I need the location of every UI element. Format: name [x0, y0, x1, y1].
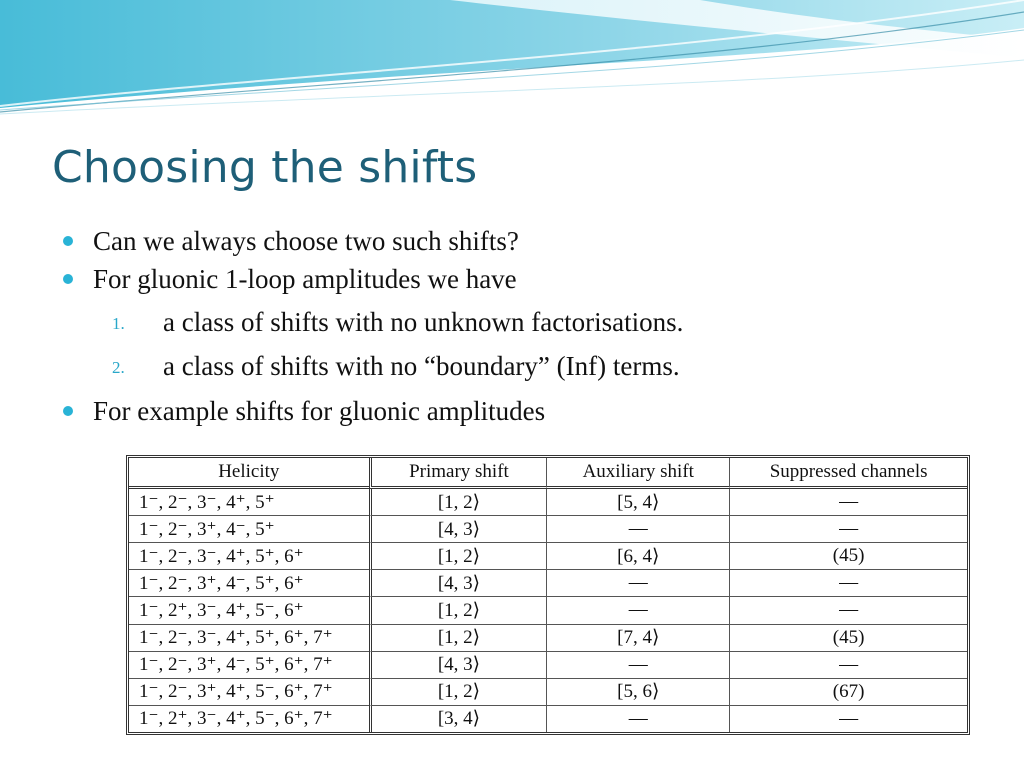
cell-primary-shift: [4, 3⟩	[369, 570, 547, 597]
numbered-item	[62, 300, 982, 344]
cell-auxiliary-shift: [6, 4⟩	[546, 543, 729, 570]
cell-helicity: 1⁻, 2⁻, 3⁻, 4⁺, 5⁺, 6⁺	[129, 543, 369, 570]
cell-primary-shift: [1, 2⟩	[369, 597, 547, 624]
cell-helicity: 1⁻, 2⁻, 3⁺, 4⁻, 5⁺	[129, 516, 369, 543]
header-helicity: Helicity	[129, 458, 369, 489]
table-row	[129, 570, 967, 597]
cell-suppressed-channels: —	[729, 597, 967, 624]
cell-auxiliary-shift: —	[546, 516, 729, 543]
cell-helicity: 1⁻, 2⁻, 3⁺, 4⁺, 5⁻, 6⁺, 7⁺	[129, 679, 369, 706]
cell-auxiliary-shift: —	[546, 597, 729, 624]
table-row	[129, 489, 967, 516]
bullet-text: For gluonic 1-loop amplitudes we have	[93, 264, 517, 294]
cell-primary-shift: [1, 2⟩	[369, 543, 547, 570]
table-header-row	[129, 458, 967, 489]
bullet-dot-icon	[63, 236, 73, 246]
bullet-text: Can we always choose two such shifts?	[93, 226, 519, 256]
bullet-item	[62, 222, 982, 260]
cell-suppressed-channels: —	[729, 706, 967, 732]
cell-suppressed-channels: (45)	[729, 625, 967, 652]
item-number: 1.	[112, 314, 125, 333]
slide-title: Choosing the shifts	[52, 142, 478, 193]
table-row	[129, 679, 967, 706]
cell-suppressed-channels: —	[729, 652, 967, 679]
cell-auxiliary-shift: —	[546, 706, 729, 732]
cell-primary-shift: [1, 2⟩	[369, 679, 547, 706]
cell-helicity: 1⁻, 2⁻, 3⁺, 4⁻, 5⁺, 6⁺	[129, 570, 369, 597]
table-row	[129, 706, 967, 732]
cell-helicity: 1⁻, 2⁻, 3⁻, 4⁺, 5⁺	[129, 489, 369, 516]
table-row	[129, 543, 967, 570]
cell-suppressed-channels: —	[729, 570, 967, 597]
cell-helicity: 1⁻, 2⁺, 3⁻, 4⁺, 5⁻, 6⁺, 7⁺	[139, 708, 333, 730]
cell-primary-shift: [1, 2⟩	[369, 489, 547, 516]
numbered-sub-list	[62, 300, 982, 388]
sub-list-container	[62, 300, 982, 388]
shift-table	[126, 455, 970, 735]
cell-auxiliary-shift: [7, 4⟩	[546, 625, 729, 652]
table-row	[129, 597, 967, 624]
cell-helicity: 1⁻, 2⁻, 3⁻, 4⁺, 5⁺, 6⁺, 7⁺	[129, 625, 369, 652]
numbered-item-text: a class of shifts with no “boundary” (Inf) terms.	[163, 351, 680, 381]
header-auxiliary-shift: Auxiliary shift	[546, 458, 729, 489]
bullet-item	[62, 260, 982, 298]
cell-suppressed-channels: —	[729, 516, 967, 543]
cell-suppressed-channels: (67)	[729, 679, 967, 706]
cell-helicity: 1⁻, 2⁻, 3⁺, 4⁻, 5⁺, 6⁺, 7⁺	[129, 652, 369, 679]
numbered-item	[62, 344, 982, 388]
shift-table-container	[126, 455, 970, 735]
item-number: 2.	[112, 358, 125, 377]
cell-primary-shift: [4, 3⟩	[369, 652, 547, 679]
header-suppressed-channels: Suppressed channels	[729, 458, 967, 489]
cell-suppressed-channels: (45)	[729, 543, 967, 570]
table-row	[129, 625, 967, 652]
cell-helicity: 1⁻, 2⁺, 3⁻, 4⁺, 5⁻, 6⁺	[129, 597, 369, 624]
cell-auxiliary-shift: —	[546, 652, 729, 679]
bullet-text: For example shifts for gluonic amplitudes	[93, 396, 546, 426]
header-primary-shift: Primary shift	[369, 458, 547, 489]
bullet-dot-icon	[63, 274, 73, 284]
cell-auxiliary-shift: —	[546, 570, 729, 597]
cell-auxiliary-shift: [5, 6⟩	[546, 679, 729, 706]
cell-primary-shift: [3, 4⟩	[369, 706, 547, 732]
table-row	[129, 516, 967, 543]
cell-suppressed-channels: —	[729, 489, 967, 516]
table-row	[129, 652, 967, 679]
cell-primary-shift: [1, 2⟩	[369, 625, 547, 652]
bullet-dot-icon	[63, 406, 73, 416]
cell-auxiliary-shift: [5, 4⟩	[546, 489, 729, 516]
numbered-item-text: a class of shifts with no unknown factorisations.	[163, 307, 684, 337]
cell-primary-shift: [4, 3⟩	[369, 516, 547, 543]
bullet-list	[62, 222, 982, 430]
bullet-item	[62, 392, 982, 430]
header-wave-banner	[0, 0, 1024, 120]
